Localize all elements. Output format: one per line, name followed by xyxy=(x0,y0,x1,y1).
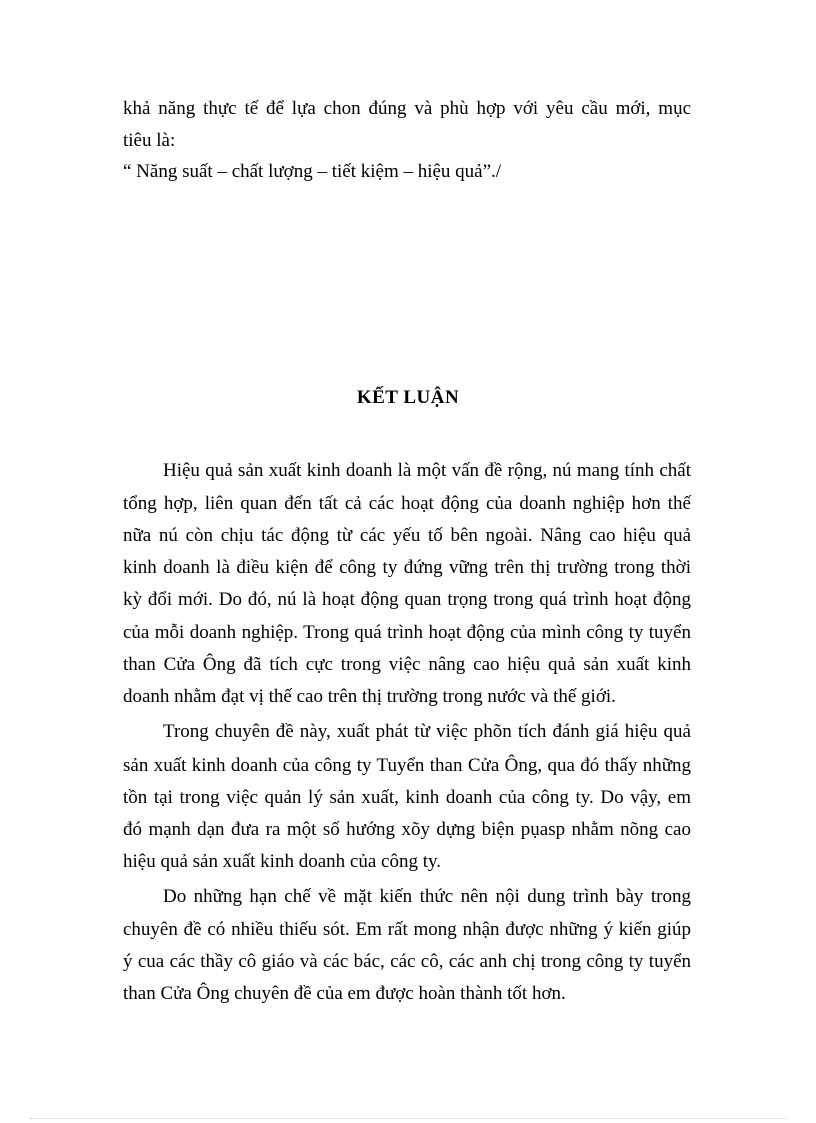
motto-line: “ Năng suất – chất lượng – tiết kiệm – hiệu quả”./ xyxy=(123,161,502,182)
paragraph-2-line-2: sản xuất kinh doanh của công ty Tuyển than Cửa Ông, qua đó thấy những xyxy=(123,755,691,776)
text-line: khả năng thực tế để lựa chon đúng và phù hợp với yêu cầu mới, mục xyxy=(123,98,691,119)
paragraph-1-line-8: doanh nhằm đạt vị thế cao trên thị trường trong nước và thế giới. xyxy=(123,686,616,707)
paragraph-3-line-1: Do những hạn chế về mặt kiến thức nên nội dung trình bày trong xyxy=(163,886,691,907)
paragraph-2-line-5: hiệu quả sản xuất kinh doanh của công ty. xyxy=(123,851,441,872)
paragraph-3-line-2: chuyên đề có nhiều thiếu sót. Em rất mong nhận được những ý kiến giúp xyxy=(123,919,691,940)
paragraph-1-line-7: than Cửa Ông đã tích cực trong việc nâng cao hiệu quả sản xuất kinh xyxy=(123,654,691,675)
paragraph-3-line-3: ý cua các thầy cô giáo và các bác, các cô, các anh chị trong công ty tuyển xyxy=(123,951,691,972)
text-line: tiêu là: xyxy=(123,130,176,151)
paragraph-2-line-4: đó mạnh dạn đưa ra một số hướng xõy dựng biện pụasp nhằm nõng cao xyxy=(123,819,691,840)
section-heading: KẾT LUẬN xyxy=(356,387,460,408)
paragraph-1-line-5: kỳ đổi mới. Do đó, nú là hoạt động quan trọng trong quá trình hoạt động xyxy=(123,589,691,610)
paragraph-1-line-1: Hiệu quả sản xuất kinh doanh là một vấn đề rộng, nú mang tính chất xyxy=(163,460,691,481)
paragraph-1-line-2: tổng hợp, liên quan đến tất cả các hoạt động của doanh nghiệp hơn thế xyxy=(123,493,691,514)
paragraph-1-line-6: của mỗi doanh nghiệp. Trong quá trình hoạt động của mình công ty tuyển xyxy=(123,622,691,643)
paragraph-3-line-4: than Cửa Ông chuyên đề của em được hoàn thành tốt hơn. xyxy=(123,983,566,1004)
page-bottom-rule xyxy=(30,1118,786,1119)
paragraph-2-line-3: tồn tại trong việc quản lý sản xuất, kinh doanh của công ty. Do vậy, em xyxy=(123,787,691,808)
paragraph-2-line-1: Trong chuyên đề này, xuất phát từ việc phõn tích đánh giá hiệu quả xyxy=(163,721,691,742)
paragraph-1-line-3: nữa nú còn chịu tác động từ các yếu tố bên ngoài. Nâng cao hiệu quả xyxy=(123,525,691,546)
paragraph-1-line-4: kinh doanh là điều kiện để công ty đứng vững trên thị trường trong thời xyxy=(123,557,691,578)
